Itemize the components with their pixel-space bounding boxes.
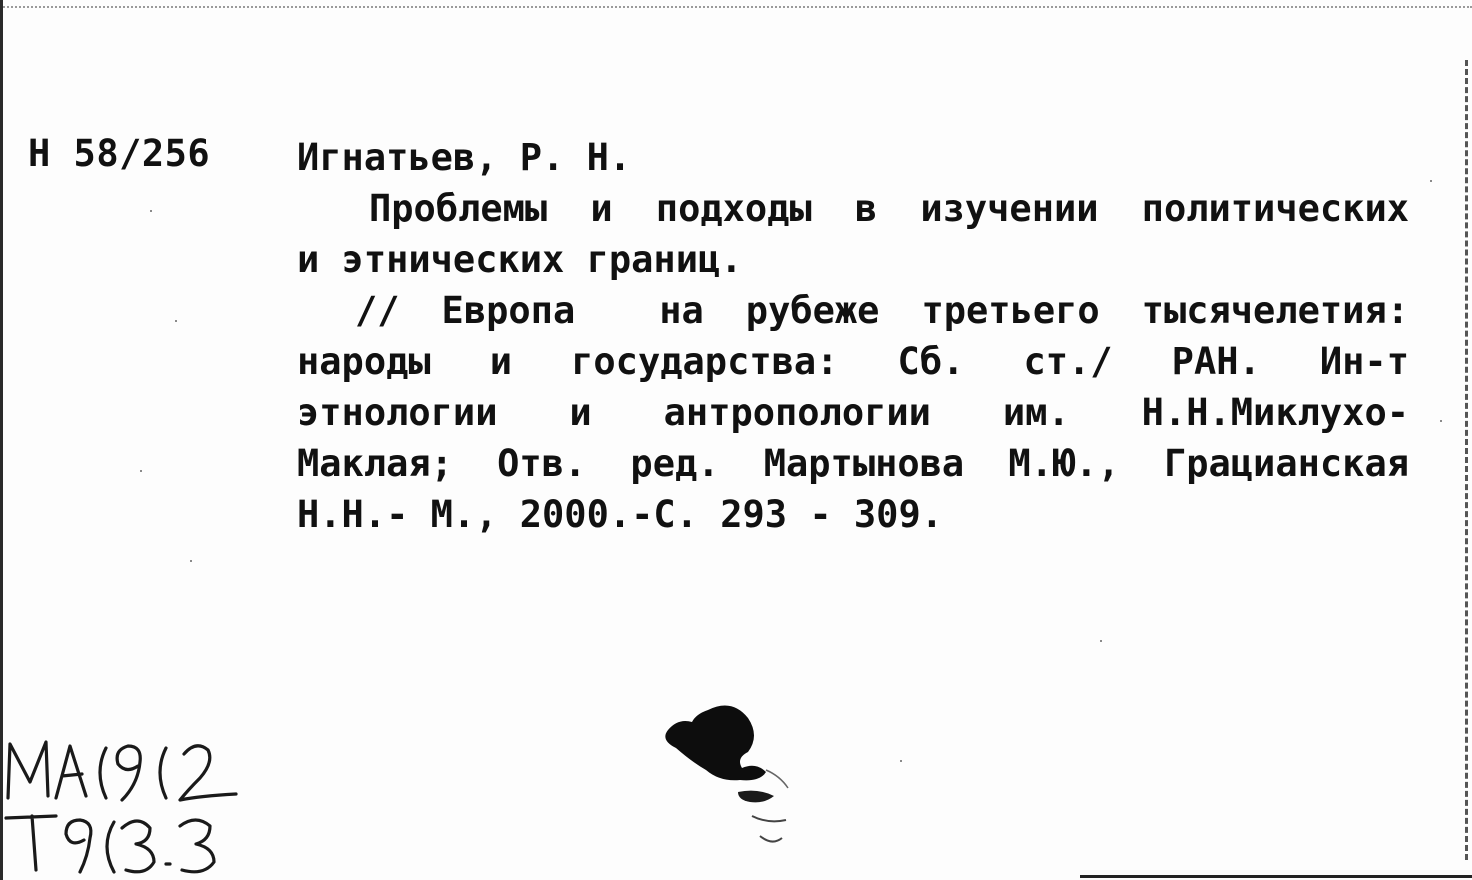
scan-speck [1440, 420, 1442, 422]
handwritten-call-numbers [0, 730, 260, 880]
scan-speck [175, 320, 177, 322]
shelfmark: Н 58/256 [28, 132, 211, 175]
source-line-1: // Европа на рубеже третьего тысячелетия: [355, 289, 1409, 332]
source-line-5: Н.Н.- М., 2000.-С. 293 - 309. [297, 493, 944, 536]
source-line-3: этнологии и антропологии им. Н.Н.Миклухо- [297, 391, 1409, 434]
scan-speck [140, 470, 142, 472]
title-line-1: Проблемы и подходы в изучении политических [369, 187, 1409, 230]
scan-speck [1100, 640, 1102, 642]
card-top-edge [0, 6, 1472, 8]
source-line-4: Маклая; Отв. ред. Мартынова М.Ю., Грацианская [297, 442, 1409, 485]
card-right-edge [1465, 60, 1468, 860]
scan-speck [900, 760, 902, 762]
scan-speck [190, 560, 192, 562]
author-line: Игнатьев, Р. Н. [297, 136, 632, 179]
card-bottom-edge [1080, 875, 1472, 878]
source-line-2: народы и государства: Сб. ст./ РАН. Ин-т [297, 340, 1409, 383]
library-stamp-blot [656, 696, 806, 856]
title-line-2: и этнических границ. [297, 238, 743, 281]
scan-speck [1430, 180, 1432, 182]
bibliographic-entry [297, 132, 1409, 540]
scan-speck [150, 210, 152, 212]
